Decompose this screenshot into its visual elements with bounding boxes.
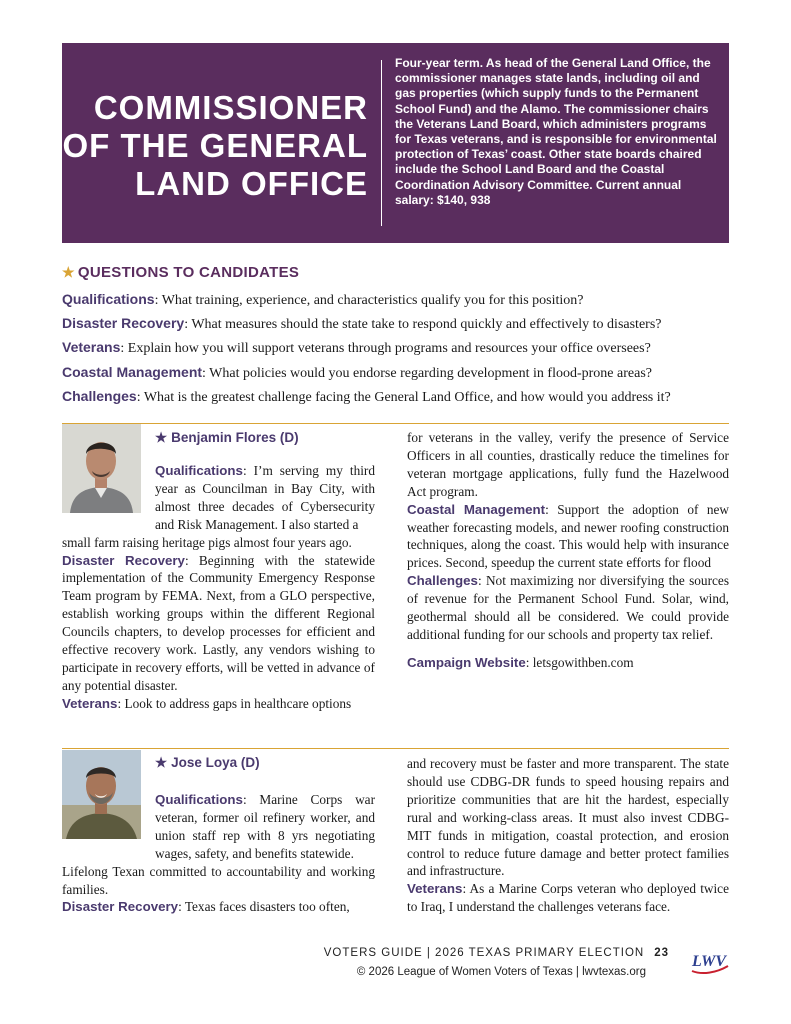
question-label: Qualifications — [62, 291, 155, 307]
office-title-line-1: COMMISSIONER — [93, 89, 368, 126]
answer-disaster-recovery-cont: and recovery must be faster and more transparent. The state should use CDBG-DR funds to speed housing repairs and prioritize communities that are hit the hardest, especially rural and working-class areas. It must also invest CDBG-MIT funds in mitigation, coastal protection, and erosion control to reduce future damage and better protect families and infrastructure. — [407, 756, 729, 879]
header-divider — [381, 60, 382, 226]
answer-label: Veterans — [407, 881, 463, 897]
section-divider — [62, 748, 729, 749]
footer-guide-text: VOTERS GUIDE | 2026 TEXAS PRIMARY ELECTION — [323, 947, 645, 959]
answer-text: : I’m serving my third year as Councilman in Bay City, with almost three decades of Cybersecurity and Risk Management. I also started a — [155, 463, 375, 532]
answer-veterans-cont: for veterans in the valley, verify the presence of Service Officers in all counties, drastically reduce the timelines for veteran mortgage applications, fully fund the Hazelwood Act program. — [407, 430, 729, 499]
answer-label: Disaster Recovery — [62, 552, 185, 568]
answer-text: : Marine Corps war veteran, former oil refinery worker, and union staff rep with 8 yrs negotiating wages, safety, and benefits statewide. — [155, 792, 375, 861]
question-label: Challenges — [62, 387, 137, 404]
question-text: : What is the greatest challenge facing the General Land Office, and how would you address it? — [136, 389, 671, 405]
answer-qualifications — [62, 462, 375, 534]
question-challenges — [62, 385, 742, 409]
lwv-logo-icon — [690, 949, 730, 977]
footer-copyright: © 2026 League of Women Voters of Texas | lwvtexas.org — [356, 966, 646, 978]
answer-label: Veterans — [62, 695, 118, 711]
answer-text: : Not maximizing nor diversifying the sources of revenue for the Permanent School Fund. Solar, wind, geothermal should all be considered. We could provide additional funding for our schools and property tax relief. — [407, 573, 729, 642]
question-qualifications — [62, 288, 742, 312]
candidate-name-flores — [155, 430, 299, 446]
office-title-line-3: LAND OFFICE — [135, 165, 368, 202]
question-text: : What policies would you endorse regarding development in flood-prone areas? — [202, 365, 652, 381]
answer-label: Qualifications — [155, 463, 243, 478]
page-number: 23 — [654, 947, 669, 959]
answer-text: : As a Marine Corps veteran who deployed twice to Iraq, I understand the challenges veterans face. — [407, 881, 729, 915]
candidate-loya-column-left — [62, 791, 375, 916]
spacer — [407, 644, 729, 654]
answer-challenges — [407, 572, 729, 644]
questions-heading — [62, 264, 299, 281]
office-description: Four-year term. As head of the General Land Office, the commissioner manages state lands, including oil and gas properties (which supply funds to the Permanent School Fund) and the Alamo. The commissioner chairs the Veterans Land Board, which administers programs for Texas veterans, and is responsible for environmental protection of Texas’ coast. Other state boards chaired include the School Land Board and the Coastal Coordination Advisory Committee. Current annual salary: $140, 938 — [395, 56, 717, 207]
answer-coastal-management — [407, 501, 729, 573]
answer-text: : Texas faces disasters too often, — [178, 899, 350, 915]
candidate-name-loya — [155, 755, 260, 771]
question-text: : What measures should the state take to respond quickly and effectively to disasters? — [184, 317, 662, 333]
answer-label: Disaster Recovery — [62, 899, 179, 915]
answer-qualifications-cont: Lifelong Texan committed to accountability and working families. — [62, 863, 375, 897]
office-title-line-2: OF THE GENERAL — [62, 127, 368, 164]
star-icon: ★ — [155, 430, 168, 445]
answer-label: Challenges — [407, 573, 478, 589]
answer-label: Coastal Management — [407, 501, 546, 517]
answer-qualifications — [62, 791, 375, 863]
answer-qualifications-cont: small farm raising heritage pigs almost four years ago. — [62, 534, 352, 550]
question-coastal-management — [62, 361, 742, 385]
candidate-flores-column-left — [62, 462, 375, 713]
questions-list — [62, 288, 742, 409]
office-title — [62, 89, 368, 203]
campaign-website-link[interactable]: : letsgowithben.com — [525, 654, 634, 670]
candidate-loya-column-right — [407, 755, 729, 916]
answer-label: Campaign Website — [407, 654, 526, 670]
footer-guide-line — [324, 947, 669, 959]
office-header — [62, 43, 729, 243]
question-label: Veterans — [62, 339, 121, 356]
question-label: Coastal Management — [62, 363, 203, 380]
section-divider — [62, 423, 729, 424]
answer-text: : Look to address gaps in healthcare options — [117, 695, 352, 711]
candidate-flores-column-right — [407, 429, 729, 672]
campaign-website — [407, 654, 729, 672]
question-veterans — [62, 336, 742, 360]
candidate-name-text: Benjamin Flores (D) — [171, 430, 299, 445]
answer-text: : Support the adoption of new weather forecasting models, and newer roofing construction techniques, along the coast. This would help with insurance prices. Second, speedup the current state efforts for flood — [407, 501, 729, 571]
answer-disaster-recovery — [62, 552, 375, 695]
questions-heading-text: QUESTIONS TO CANDIDATES — [77, 264, 300, 281]
answer-text: : Beginning with the statewide implementation of the Community Emergency Response Team program by FEMA. Next, from a GLO perspective, establish working groups within the different Regional Councils chapters, to develop processes for efficient and effective recovery work. Lastly, any vendors wishing to participate in recovery efforts, will be vetted in advance of any potential disaster. — [62, 552, 375, 693]
question-text: : What training, experience, and characteristics qualify you for this position? — [154, 293, 584, 308]
candidate-name-text: Jose Loya (D) — [171, 755, 260, 770]
answer-disaster-recovery — [62, 898, 375, 916]
question-disaster-recovery — [62, 312, 742, 336]
question-text: : Explain how you will support veterans through programs and resources your office oversees? — [120, 341, 651, 357]
question-label: Disaster Recovery — [62, 315, 185, 332]
answer-veterans — [62, 695, 375, 713]
logo-text: LWV — [692, 953, 727, 970]
answer-veterans — [407, 880, 729, 916]
answer-label: Qualifications — [155, 792, 243, 807]
star-icon: ★ — [62, 264, 75, 280]
star-icon: ★ — [155, 755, 168, 770]
